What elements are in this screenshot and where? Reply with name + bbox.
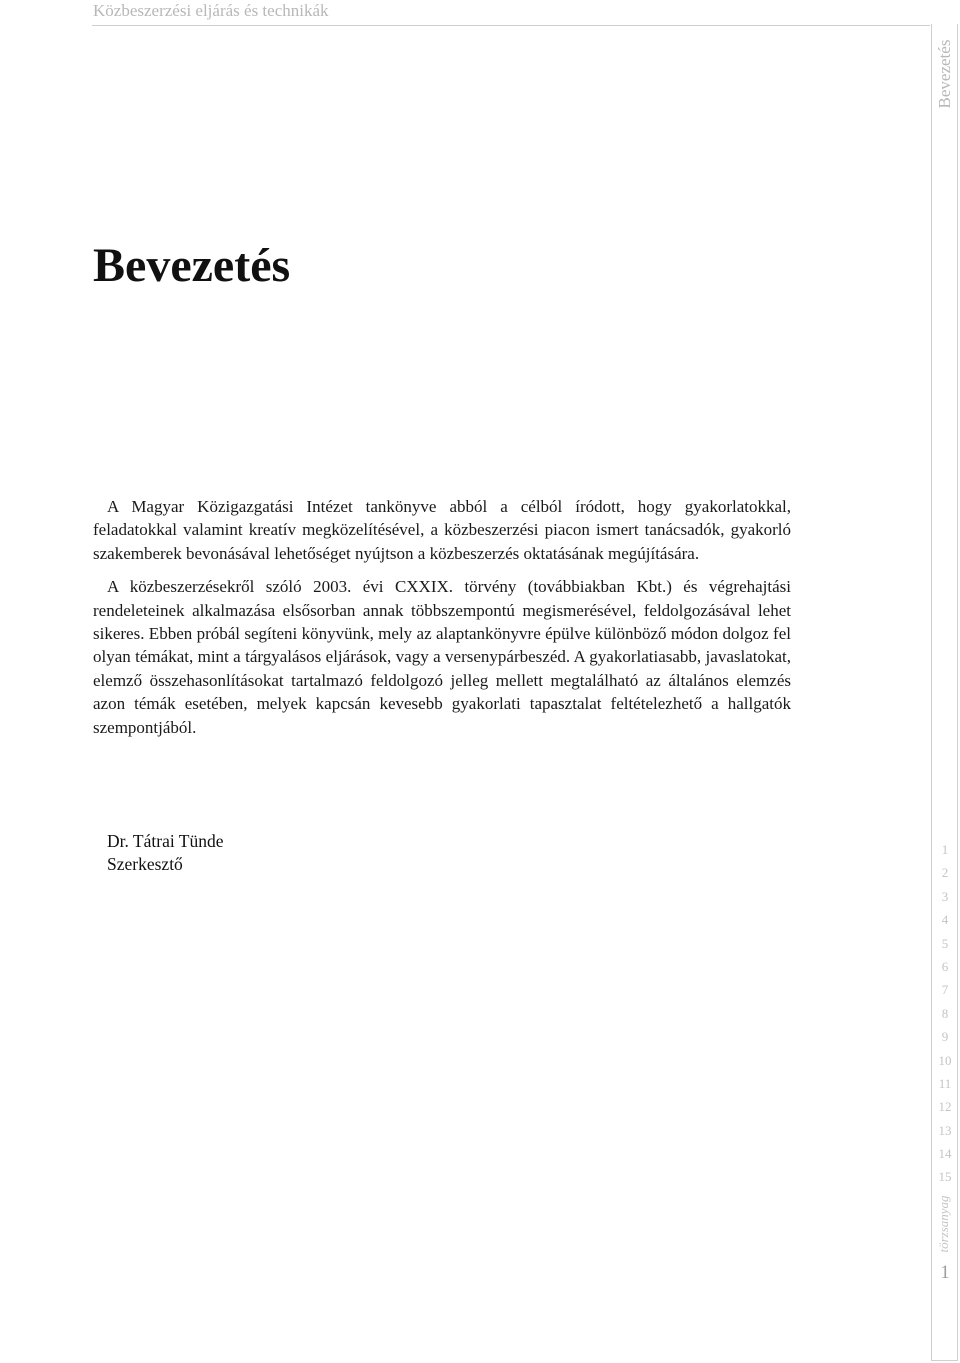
page-number: 1 <box>940 1262 950 1283</box>
chapter-index-item[interactable]: 10 <box>938 1052 952 1068</box>
signature-block <box>107 830 223 876</box>
chapter-title: Bevezetés <box>93 239 291 292</box>
side-section-label: törzsanyag <box>936 1195 951 1253</box>
running-header-title: Közbeszerzési eljárás és technikák <box>93 1 329 20</box>
chapter-index-item[interactable]: 9 <box>941 1029 949 1045</box>
chapter-index-item[interactable]: 15 <box>938 1169 952 1185</box>
chapter-index <box>932 838 958 1189</box>
side-section-title: Bevezetés <box>935 39 954 109</box>
chapter-index-item[interactable]: 12 <box>938 1099 952 1115</box>
header-rule <box>92 25 930 26</box>
chapter-index-item[interactable]: 5 <box>941 935 949 951</box>
chapter-index-item[interactable]: 8 <box>941 1005 949 1021</box>
chapter-index-item[interactable]: 4 <box>941 912 949 928</box>
chapter-index-item[interactable]: 6 <box>941 958 949 974</box>
body-paragraph: A Magyar Közigazgatási Intézet tankönyve abból a célból íródott, hogy gyakorlatokkal, feladatokkal valamint kreatív megközelítésével, a közbeszerzési piacon ismert tanácsadók, gyakorló szakemberek bevonásával lehetőséget nyújtson a közbeszerzés oktatásának megújítására. <box>93 497 791 563</box>
chapter-index-item[interactable]: 13 <box>938 1122 952 1138</box>
chapter-index-item[interactable]: 3 <box>941 888 949 904</box>
body-paragraph: A közbeszerzésekről szóló 2003. évi CXXIX. törvény (továbbiakban Kbt.) és végrehajtási rendeleteinek alkalmazása elsősorban annak többszempontú megismerésével, feldolgozásával lehet sikeres. Ebben próbál segíteni könyvünk, mely az alaptankönyvre épülve különböző módon dolgoz fel olyan témákat, mint a tárgyalásos eljárások, vagy a versenypárbeszéd. A gyakorlatiasabb, javaslatokat, elemző összehasonlításokat tartalmazó feldolgozó jelleg mellett megtalálható az általános elemzés azon témák esetében, melyek kapcsán kevesebb gyakorlati tapasztalat feltételezhető a hallgatók szempontjából. <box>93 577 791 737</box>
chapter-index-item[interactable]: 2 <box>941 865 949 881</box>
chapter-index-item[interactable]: 11 <box>938 1075 952 1091</box>
chapter-index-item[interactable]: 7 <box>941 982 949 998</box>
signature-role: Szerkesztő <box>107 854 183 874</box>
chapter-index-item[interactable]: 1 <box>941 842 949 857</box>
signature-name: Dr. Tátrai Tünde <box>107 831 224 851</box>
chapter-index-item[interactable]: 14 <box>938 1146 952 1162</box>
body-text <box>93 495 791 739</box>
